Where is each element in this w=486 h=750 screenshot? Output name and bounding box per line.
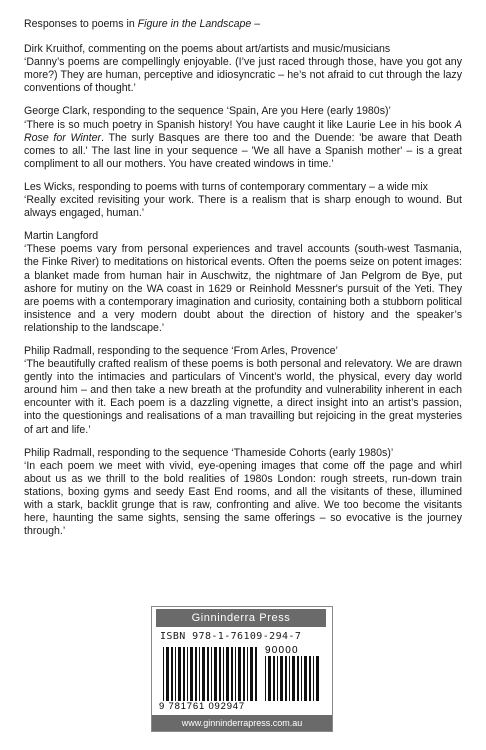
barcode-bar — [163, 647, 164, 701]
barcode-bar — [301, 656, 302, 701]
barcode-bar — [280, 656, 283, 701]
barcode-bar — [285, 656, 287, 701]
barcode-bar — [211, 647, 212, 701]
barcode-bar — [207, 647, 209, 701]
barcode-bar — [304, 656, 307, 701]
barcode-bar — [250, 647, 253, 701]
barcode-bar — [171, 647, 173, 701]
barcode-bar — [231, 647, 233, 701]
response-quote — [24, 119, 462, 171]
isbn-text: ISBN 978-1-76109-294-7 — [160, 631, 302, 642]
barcode-bars-main — [163, 647, 257, 701]
response-item — [24, 345, 462, 437]
barcode-box — [151, 606, 333, 732]
price-code: 90000 — [265, 645, 299, 656]
response-quote: ‘Danny’s poems are compellingly enjoyable. (I’ve just raced through those, have you got any more?) They are human, perceptive and idiosyncratic – he’s not afraid to cut through the lazy conventions of thought.’ — [24, 56, 462, 95]
response-item — [24, 43, 462, 95]
response-quote: ‘In each poem we meet with vivid, eye-opening images that come off the page and whirl about us as we thrill to the bold realities of 1980s London: rough streets, run-down train stations, boxing gyms and seedy East End rooms, and all the visitants of these, illumined with a stark, backlit grunge that is raw, confronting and alive. We too become the visitants here, haunting the same sights, sensing the same offerings – so evocative is the journey through.’ — [24, 459, 462, 538]
response-item — [24, 447, 462, 539]
barcode-bar — [190, 647, 193, 701]
publisher-url: www.ginninderrapress.com.au — [152, 715, 332, 731]
barcode-bar — [277, 656, 278, 701]
quote-book-title: A Rose for Winter — [24, 118, 462, 144]
response-author: Les Wicks, responding to poems with turns of contemporary commentary – a wide mix — [24, 180, 428, 193]
quote-part: . The surly Basques are there too and the Duende: 'be aware that Death comes to all.' The last line in your sequence – 'We all have a Spanish mother' – is a great compliment to all our mothers. You have created windows in time.’ — [24, 131, 462, 170]
barcode-bar — [223, 647, 224, 701]
barcode-bar — [238, 647, 241, 701]
barcode — [157, 643, 325, 713]
barcode-bar — [273, 656, 275, 701]
barcode-bar — [289, 656, 290, 701]
barcode-bar — [219, 647, 221, 701]
barcode-bar — [199, 647, 200, 701]
barcode-bar — [265, 656, 266, 701]
book-title: Figure in the Landscape — [137, 18, 252, 30]
response-author: Dirk Kruithof, commenting on the poems about art/artists and music/musicians — [24, 43, 391, 56]
barcode-bar — [243, 647, 245, 701]
response-quote: ‘These poems vary from personal experiences and travel accounts (south-west Tasmania, the Finke River) to meditations on historical events. Often the poems seize on potent images: a blanket made from human hair in Auschwitz, the nightmare of Jan Pelgrom de Bye, put ashore for mutiny on the WA coast in 1629 or Reinhold Messner's pursuit of the Yeti. They are poems with a contemporary imagination and curiosity, containing both a stubborn political insistence and a very modern doubt about the direction of history and the speaker’s relationship to the landscape.’ — [24, 243, 462, 334]
barcode-bar — [247, 647, 248, 701]
barcode-bar — [226, 647, 229, 701]
barcode-bar — [297, 656, 299, 701]
response-item — [24, 230, 462, 335]
barcode-digits: 9 781761 092947 — [159, 701, 245, 712]
heading-prefix: Responses to poems in — [24, 18, 138, 30]
barcode-bar — [183, 647, 185, 701]
barcode-bar — [316, 656, 319, 701]
barcode-bar — [313, 656, 314, 701]
responses-text — [24, 18, 462, 548]
barcode-bar — [255, 647, 257, 701]
barcode-bar — [166, 647, 169, 701]
barcode-bar — [214, 647, 217, 701]
response-author: Martin Langford — [24, 230, 99, 243]
barcode-bar — [235, 647, 236, 701]
barcode-bar — [268, 656, 271, 701]
barcode-bar — [202, 647, 205, 701]
barcode-bars-addon — [265, 656, 319, 701]
response-author: George Clark, responding to the sequence ‘Spain, Are you Here (early 1980s)’ — [24, 105, 391, 118]
heading-suffix: – — [251, 18, 261, 30]
barcode-bar — [309, 656, 311, 701]
barcode-bar — [292, 656, 295, 701]
barcode-bar — [178, 647, 181, 701]
barcode-bar — [195, 647, 197, 701]
barcode-bar — [187, 647, 188, 701]
response-item — [24, 105, 462, 170]
publisher-name: Ginninderra Press — [156, 609, 326, 627]
response-author: Philip Radmall, responding to the sequence ‘From Arles, Provence’ — [24, 344, 338, 357]
quote-part: ‘There is so much poetry in Spanish history! You have caught it like Laurie Lee in his book — [24, 118, 455, 131]
response-quote: ‘Really excited revisiting your work. There is a realism that is sharp enough to wound. But always engaged, human.’ — [24, 194, 462, 220]
heading — [24, 18, 462, 31]
barcode-bar — [175, 647, 176, 701]
response-item — [24, 181, 462, 220]
response-quote: ‘The beautifully crafted realism of these poems is both personal and relevatory. We are drawn gently into the intimacies and particulars of Vincent’s world, the physical, every day world around him – and then take a new breath at the profundity and vulnerability inherent in each encounter with it. Each poem is a dazzling vignette, a direct insight into an artist’s passion, into the questionings and realisations of a man travailling but rejoicing in the great mysteries of art and life.’ — [24, 358, 462, 436]
response-author: Philip Radmall, responding to the sequence ‘Thameside Cohorts (early 1980s)’ — [24, 446, 394, 459]
